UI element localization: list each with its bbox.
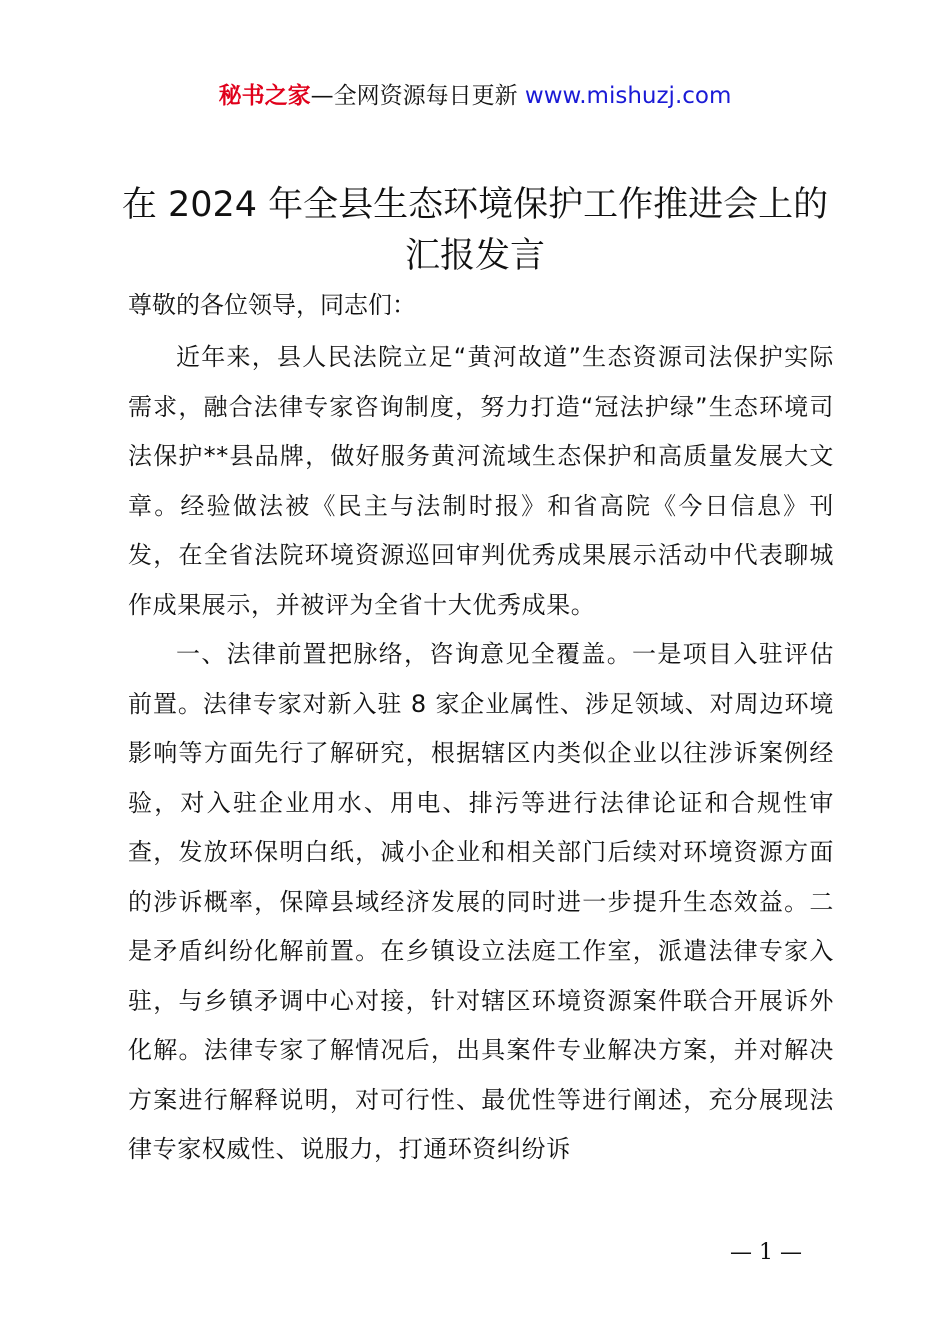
document-title-line-1: 在 2024 年全县生态环境保护工作推进会上的	[121, 185, 829, 225]
site-tagline: —全网资源每日更新	[310, 83, 518, 109]
page-number: — 1 —	[730, 1240, 802, 1265]
site-brand: 秘书之家	[218, 83, 311, 109]
document-body	[128, 333, 834, 1175]
paragraph-section-one: 一、法律前置把脉络，咨询意见全覆盖。一是项目入驻评估前置。法律专家对新入驻 8 家企业属性、涉足领域、对周边环境影响等方面先行了解研究，根据辖区内类似企业以往涉诉案例经验，对入驻企业用水、用电、排污等进行法律论证和合规性审查，发放环保明白纸，减小企业和相关部门后续对环境资源方面的涉诉概率，保障县域经济发展的同时进一步提升生态效益。二是矛盾纠纷化解前置。在乡镇设立法庭工作室，派遣法律专家入驻，与乡镇矛调中心对接，针对辖区环境资源案件联合开展诉外化解。法律专家了解情况后，出具案件专业解决方案，并对解决方案进行解释说明，对可行性、最优性等进行阐述，充分展现法律专家权威性、说服力，打通环资纠纷诉	[128, 640, 834, 1163]
document-title	[95, 180, 855, 282]
site-header	[0, 80, 950, 112]
paragraph-intro: 近年来，县人民法院立足“黄河故道”生态资源司法保护实际需求，融合法律专家咨询制度，努力打造“冠法护绿”生态环境司法保护**县品牌，做好服务黄河流域生态保护和高质量发展大文章。经验做法被《民主与法制时报》和省高院《今日信息》刊发，在全省法院环境资源巡回审判优秀成果展示活动中代表聊城作成果展示，并被评为全省十大优秀成果。	[128, 343, 834, 619]
site-url-link[interactable]: www.mishuzj.com	[524, 83, 732, 109]
salutation: 尊敬的各位领导，同志们：	[128, 291, 416, 319]
document-title-line-2: 汇报发言	[404, 236, 545, 276]
